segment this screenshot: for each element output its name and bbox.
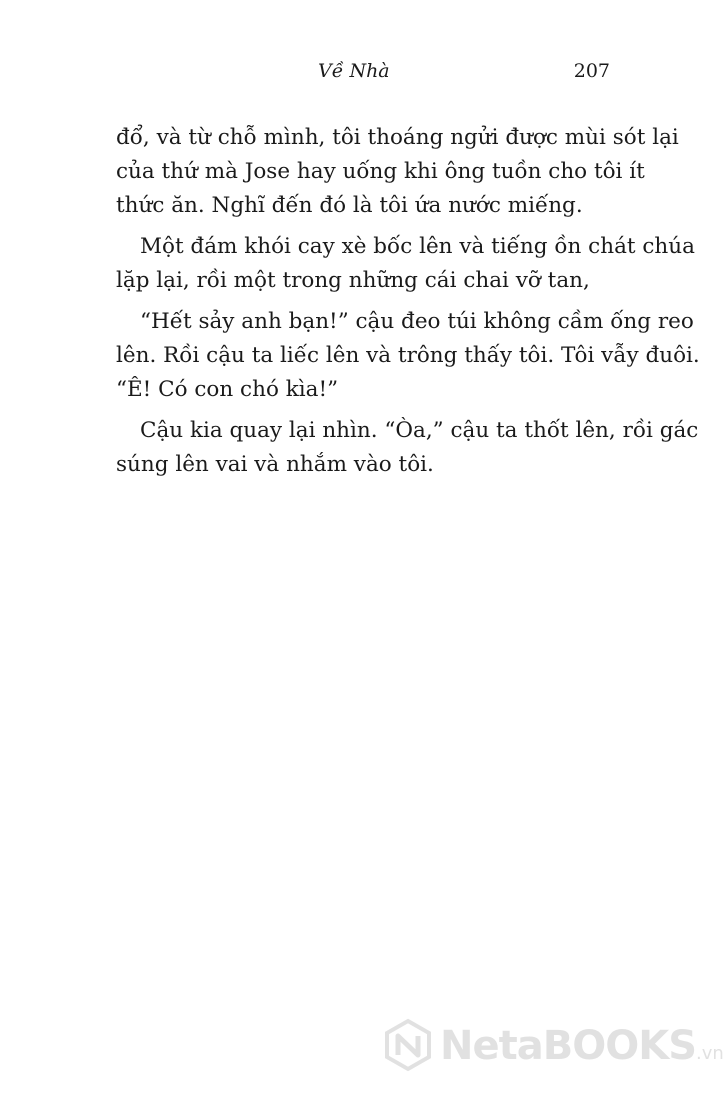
watermark-suffix: .vn (696, 1043, 724, 1064)
watermark (384, 1015, 724, 1085)
running-head (0, 60, 700, 88)
watermark-brand: NetaBOOKS.vn (440, 1023, 724, 1069)
text-line: lên. Rồi cậu ta liếc lên và trông thấy tôi. Tôi vẫy đuôi. (116, 343, 700, 368)
text-line: Một đám khói cay xè bốc lên và tiếng ồn chát chúa (140, 234, 695, 259)
text-line: Cậu kia quay lại nhìn. “Òa,” cậu ta thốt lên, rồi gác (140, 418, 699, 443)
page-number: 207 (573, 60, 610, 82)
paragraph (116, 305, 700, 407)
text-line: “Ê! Có con chó kìa!” (116, 377, 339, 402)
text-line: thức ăn. Nghĩ đến đó là tôi ứa nước miếng. (116, 193, 583, 218)
text-line: súng lên vai và nhắm vào tôi. (116, 452, 434, 477)
paragraph (116, 230, 695, 298)
text-line: đổ, và từ chỗ mình, tôi thoáng ngửi được mùi sót lại (116, 125, 679, 150)
text-line: của thứ mà Jose hay uống khi ông tuồn cho tôi ít (116, 159, 645, 184)
text-line: lặp lại, rồi một trong những cái chai vỡ tan, (116, 268, 590, 293)
chapter-title: Về Nhà (318, 60, 390, 82)
body-text (116, 121, 700, 489)
paragraph (116, 121, 679, 223)
text-line: “Hết sảy anh bạn!” cậu đeo túi không cầm ống reo (140, 309, 694, 334)
neta-logo-icon (384, 1019, 432, 1071)
paragraph (116, 414, 699, 482)
